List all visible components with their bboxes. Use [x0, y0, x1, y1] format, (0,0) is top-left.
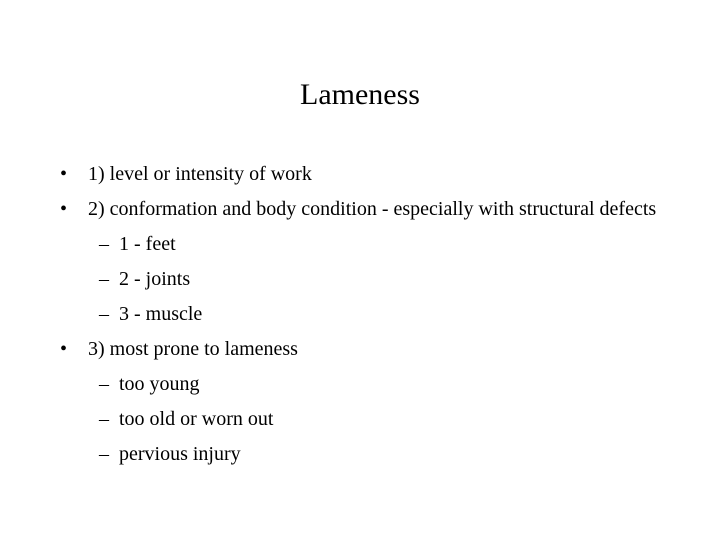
bullet-text: 3) most prone to lameness [88, 338, 298, 360]
slide-title: Lameness [300, 78, 420, 111]
bullet-item-level-2 [60, 300, 660, 328]
dash-icon: – [99, 443, 109, 465]
bullet-item-level-2 [60, 440, 660, 468]
dash-icon: – [99, 268, 109, 290]
dash-icon: – [99, 373, 109, 395]
bullet-text: pervious injury [119, 443, 241, 465]
dash-icon: – [99, 303, 109, 325]
bullet-text: 1) level or intensity of work [88, 163, 312, 185]
bullet-text: 2 - joints [119, 268, 191, 290]
bullet-item-level-1 [60, 160, 660, 188]
bullet-item-level-1 [60, 195, 660, 223]
bullet-item-level-1 [60, 335, 660, 363]
bullet-dot-icon: • [60, 163, 68, 185]
bullet-item-level-2 [60, 265, 660, 293]
bullet-dot-icon: • [60, 338, 68, 360]
dash-icon: – [99, 408, 109, 430]
bullet-list [60, 160, 660, 468]
bullet-item-level-2 [60, 405, 660, 433]
bullet-text: too young [119, 373, 200, 395]
bullet-text: 3 - muscle [119, 303, 203, 325]
bullet-dot-icon: • [60, 198, 68, 220]
bullet-text: too old or worn out [119, 408, 274, 430]
bullet-item-level-2 [60, 230, 660, 258]
bullet-text: 2) conformation and body condition - especially with structural defects [88, 198, 657, 220]
bullet-item-level-2 [60, 370, 660, 398]
bullet-text: 1 - feet [119, 233, 176, 255]
dash-icon: – [99, 233, 109, 255]
